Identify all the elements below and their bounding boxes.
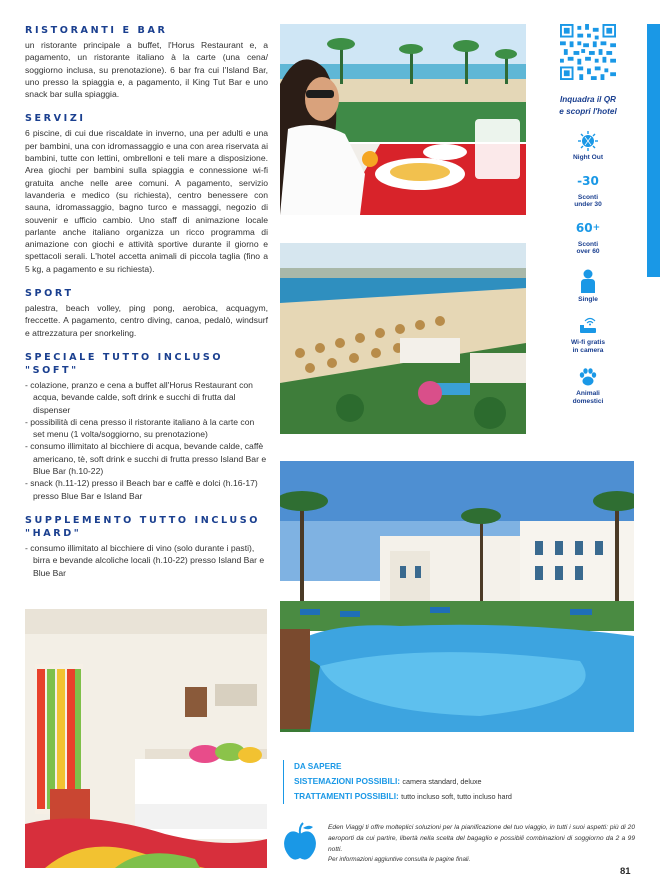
list-item: - colazione, pranzo e cena a buffet all'Horus Restaurant con acqua, bevande calde, soft drink e succhi di frutta dal dispenser — [25, 379, 253, 415]
qr-code[interactable] — [560, 24, 616, 80]
text-column — [25, 24, 268, 591]
wifi-camera-icon — [578, 317, 598, 335]
section-body: palestra, beach volley, ping pong, aerobica, acquagym, freccette. A pagamento, centro diving, canoa, pedalò, windsurf e attrezzatura per snorkeling. — [25, 303, 268, 338]
section-sport — [25, 287, 268, 339]
feature-wifi-camera — [548, 315, 628, 354]
section-ristoranti — [25, 24, 268, 100]
feature-label: in camera — [572, 346, 604, 354]
list-item: - possibilità di cena presso il ristorante italiano à la carte con set menu (1 volta/soggiorno, su prenotazione) — [25, 416, 255, 440]
feature-label: under 30 — [574, 201, 602, 208]
eden-note: Per informazioni aggiuntive consulta le pagine finali. — [328, 856, 471, 863]
section-title: SUPPLEMENTO TUTTO INCLUSO "HARD" — [25, 514, 261, 539]
feature-sconti-under-30 — [548, 170, 628, 209]
photo-aerial-beach — [280, 243, 526, 434]
sidebar — [548, 24, 628, 405]
info-key: SISTEMAZIONI POSSIBILI: — [294, 776, 401, 786]
section-title: SPECIALE TUTTO INCLUSO "SOFT" — [25, 351, 224, 376]
section-soft — [25, 351, 268, 502]
feature-single — [548, 268, 628, 304]
feature-label: Night Out — [572, 154, 604, 161]
feature-night-out — [548, 130, 628, 162]
info-row — [294, 774, 635, 789]
qr-caption-line: Inquadra il QR — [560, 95, 616, 104]
info-title: DA SAPERE — [294, 762, 342, 771]
section-body: 6 piscine, di cui due riscaldate in inverno, una per adulti e una per bambini, una con idromassaggio e una con area riservata ai bambini, tutte con lettini, ombrelloni e teli mare a disposizione. Area giochi per bambini sulla spiaggia e connessione wi-fi gratuita anche nelle aree comuni. A pagamento, servizio lavanderia e medico (su richiesta), centro benessere con sauna, idromassaggio, bagno turco e massaggi, negozio di souvenir e ufficio cambio. Uno staff di animazione locale parlante anche italiano organizza un ricco programma di animazione con giochi e attività sportive durante il giorno e spettacoli serali. L'hotel accetta animali di piccola taglia (fino a 5 kg, a pagamento e su richiesta). — [25, 128, 268, 274]
single-icon — [580, 269, 596, 293]
section-title: RISTORANTI E BAR — [25, 25, 168, 36]
qr-caption-line: e scopri l'hotel — [559, 107, 617, 116]
page-edge-tab — [647, 24, 660, 277]
section-servizi — [25, 112, 268, 275]
section-title: SERVIZI — [25, 113, 86, 125]
feature-label: domestici — [572, 397, 604, 405]
feature-label: Wi-fi gratis — [570, 339, 605, 346]
feature-label: Sconti — [577, 193, 599, 201]
info-key: TRATTAMENTI POSSIBILI: — [294, 791, 399, 801]
info-value: tutto incluso soft, tutto incluso hard — [401, 792, 512, 801]
list-item: - snack (h.11-12) presso il Beach bar e caffè e dolci (h.16-17) presso Blue Bar e Island Bar — [25, 478, 258, 501]
list-item: - consumo illimitato al bicchiere di acqua, bevande calde, caffè americano, tè, soft drink e succhi di frutta presso Island Bar e Blue Bar (h.10-22) — [25, 441, 267, 477]
feature-animali — [548, 366, 628, 405]
info-row — [294, 789, 635, 804]
feature-label: Animali — [576, 390, 600, 397]
info-value: camera standard, deluxe — [402, 777, 482, 786]
feature-number: 60 — [575, 220, 593, 235]
photo-breakfast-terrace — [280, 24, 526, 215]
section-title: SPORT — [25, 288, 74, 300]
feature-label: Sconti — [577, 240, 599, 248]
photo-pool — [280, 461, 634, 732]
soft-list — [25, 379, 268, 502]
feature-sconti-over-60 — [548, 217, 628, 256]
night-out-icon — [578, 131, 598, 151]
feature-number: 30 — [582, 173, 599, 188]
feature-label: Single — [578, 295, 598, 303]
list-item: - consumo illimitato al bicchiere di vino (solo durante i pasti), birra e bevande alcoliche locali (h.10-22) presso Island Bar e Blue Bar — [25, 542, 265, 578]
section-hard — [25, 514, 268, 579]
info-box — [283, 760, 635, 804]
photo-room — [25, 609, 267, 868]
sconti-under-30-icon: - 30 — [577, 173, 599, 188]
section-body: un ristorante principale a buffet, l'Horus Restaurant e, a pagamento, un ristorante italiano à la carte (una cena/ soggiorno inclusa, su prenotazione). 6 bar fra cui l'Island Bar, uno presso la spiaggia e, a pagamento, il King Tut Bar e uno snack bar sulla spiaggia. — [25, 40, 268, 100]
eden-text: Eden Viaggi ti offre molteplici soluzioni per la pianificazione del tuo viaggio, in tutti i suoi aspetti: più di 20 aeroporti da cui partire, libertà nella scelta del bagaglio e possibili combinazioni di soggiorno da 2 a 99 notti. — [328, 824, 635, 853]
feature-label: over 60 — [576, 248, 600, 255]
page-number: 81 — [620, 866, 631, 877]
sconti-over-60-icon: 60 + — [575, 220, 601, 235]
paw-icon — [578, 367, 598, 387]
qr-caption — [548, 94, 628, 118]
hard-list — [25, 542, 268, 579]
eden-apple-icon — [283, 822, 317, 862]
